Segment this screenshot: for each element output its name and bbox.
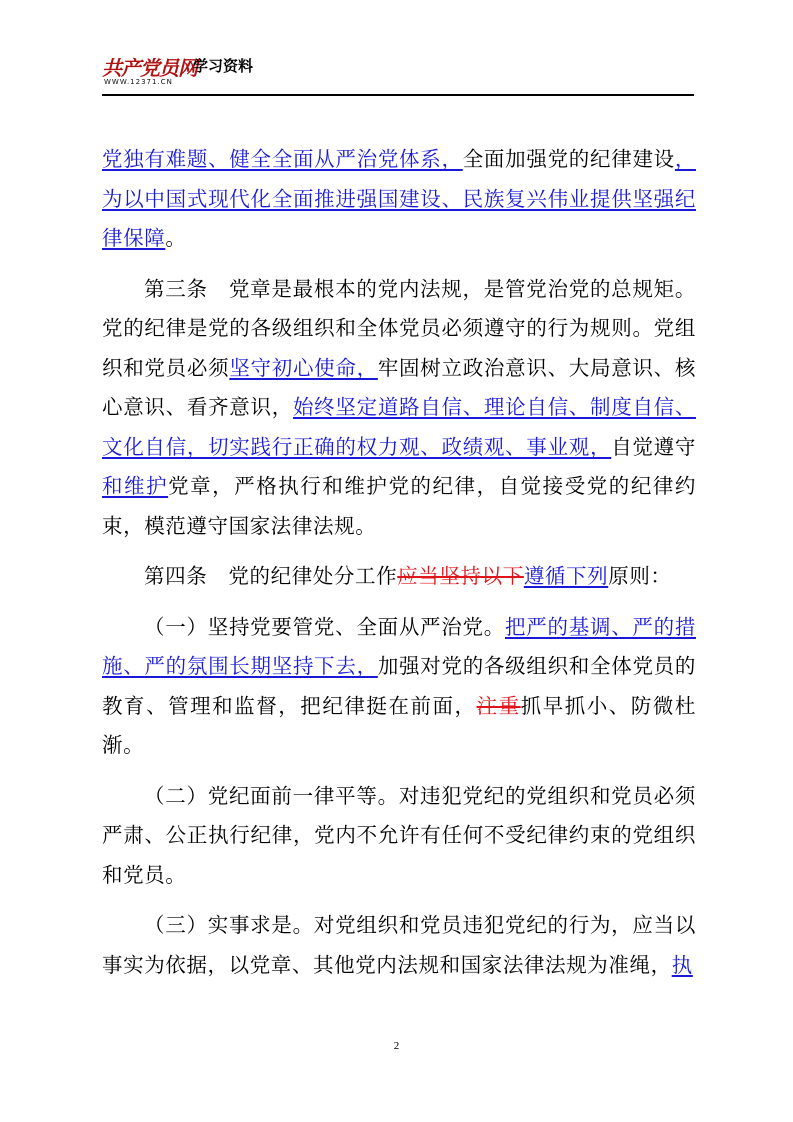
inserted-text: 遵循下列 — [523, 564, 609, 588]
header-title: 学习资料 — [193, 57, 254, 75]
paragraph — [102, 140, 696, 259]
document-body — [102, 140, 696, 996]
text-run: 党章，严格执行和维护党的纪律，自觉接受党的纪律约束，模范遵守国家法律法规。 — [102, 474, 696, 538]
text-run: 第四条 党的纪律处分工作 — [144, 564, 398, 588]
site-url: WWW.12371.CN — [104, 78, 173, 86]
inserted-text: 坚守初心使命， — [229, 355, 378, 380]
paragraph — [102, 270, 696, 547]
inserted-text: 把严的基调、严的措施、严的氛围长期坚持下去， — [102, 614, 697, 678]
paragraph — [102, 906, 696, 985]
page-number: 2 — [393, 1040, 400, 1052]
paragraph — [102, 608, 696, 766]
text-run: 原则： — [608, 564, 672, 588]
site-logo[interactable]: 共产党员网 — [102, 56, 197, 80]
text-run: （二）党纪面前一律平等。对违犯党纪的党组织和党员必须严肃、公正执行纪律，党内不允许有任何不受纪律约束的党组织和党员。 — [102, 783, 696, 887]
inserted-text: 和维护 — [102, 474, 169, 498]
text-run: 抓早抓小、防微杜渐。 — [102, 693, 696, 757]
text-run: 牢固树立政治意识、大局意识、核心意识、看齐意识， — [102, 355, 696, 419]
header-divider — [102, 94, 694, 96]
deleted-text: 应当坚持以下 — [397, 564, 524, 588]
text-run: 自觉遵守 — [611, 434, 696, 459]
page-header — [102, 52, 694, 96]
text-run: 第三条 党章是最根本的党内法规，是管党治党的总规矩。党的纪律是党的各级组织和全体党员必须遵守的行为规则。党组织和党员必须 — [102, 276, 696, 380]
text-run: 全面加强党的纪律建设 — [462, 147, 675, 171]
inserted-text: 党独有难题、健全全面从严治党体系， — [102, 147, 463, 171]
text-run: （一）坚持党要管党、全面从严治党。 — [144, 614, 506, 639]
text-run: 加强对党的各级组织和全体党员的教育、管理和监督，把纪律挺在前面， — [102, 654, 696, 718]
inserted-text: 始终坚定道路自信、理论自信、制度自信、文化自信，切实践行正确的权力观、政绩观、事业观， — [102, 395, 696, 459]
inserted-text: ，为以中国式现代化全面推进强国建设、民族复兴伟业提供坚强纪律保障 — [102, 147, 697, 250]
deleted-text: 注重 — [476, 693, 521, 718]
paragraph — [102, 777, 696, 896]
paragraph — [102, 557, 696, 597]
text-run: 。 — [165, 226, 187, 250]
text-run: （三）实事求是。对党组织和党员违犯党纪的行为，应当以事实为依据，以党章、其他党内法规和国家法律法规为准绳， — [102, 913, 696, 977]
inserted-text: 执 — [671, 952, 693, 977]
